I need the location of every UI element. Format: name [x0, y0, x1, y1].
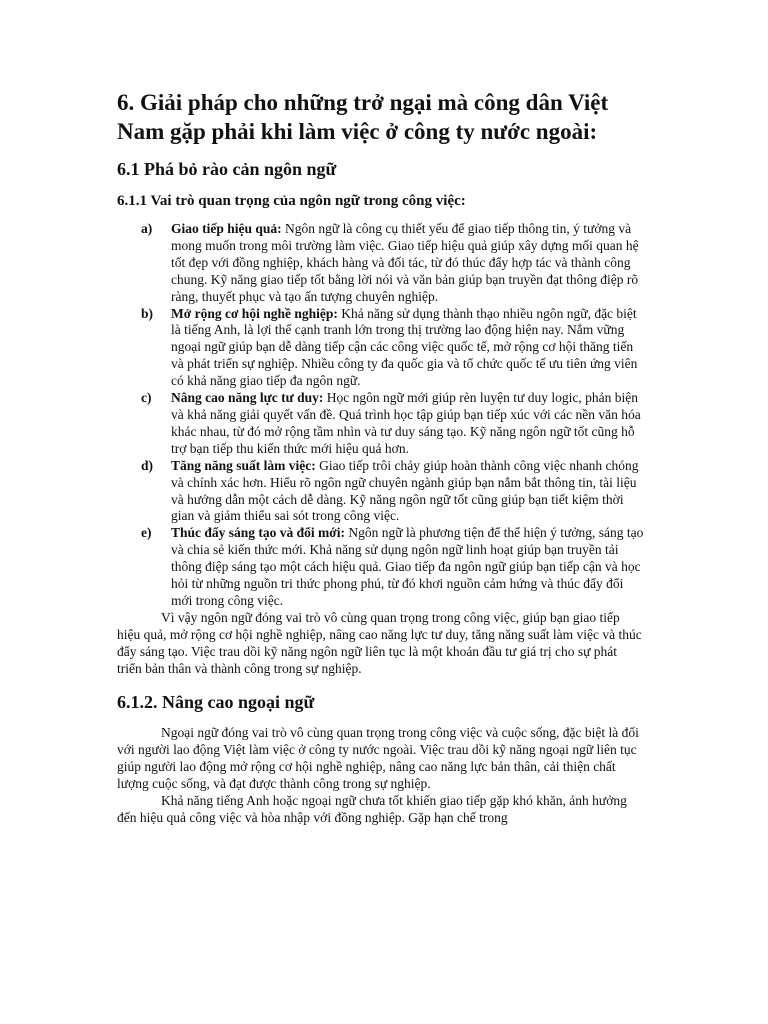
list-item-text: Ngôn ngữ là công cụ thiết yếu để giao tiếp thông tin, ý tưởng và mong muốn trong môi trường làm việc. Giao tiếp hiệu quả giúp xây dựng mối quan hệ tốt đẹp với đồng nghiệp, khách hàng và đối tác, từ đó thúc đẩy hợp tác và thành công chung. Kỹ năng giao tiếp tốt bằng lời nói và văn bản giúp bạn truyền đạt thông điệp rõ ràng, thuyết phục và tạo ấn tượng chuyên nghiệp.	[171, 221, 639, 304]
list-item-text: Học ngôn ngữ mới giúp rèn luyện tư duy logic, phản biện và khả năng giải quyết vấn đề. Quá trình học tập giúp bạn tiếp xúc với các nền văn hóa khác nhau, từ đó mở rộng tầm nhìn và tư duy sáng tạo. Kỹ năng ngôn ngữ tốt cũng hỗ trợ bạn tiếp thu kiến thức mới hiệu quả hơn.	[171, 390, 641, 456]
list-item-term: Nâng cao năng lực tư duy:	[171, 390, 324, 406]
list-item-term: Mở rộng cơ hội nghề nghiệp:	[171, 305, 338, 321]
list-marker: d)	[141, 457, 154, 473]
page-title: 6. Giải pháp cho những trở ngại mà công dân Việt Nam gặp phải khi làm việc ở công ty nước ngoài:	[117, 90, 609, 144]
subsection-heading-6-1-2: 6.1.2. Nâng cao ngoại ngữ	[117, 692, 315, 713]
body-paragraph: Khả năng tiếng Anh hoặc ngoại ngữ chưa tốt khiến giao tiếp gặp khó khăn, ảnh hưởng đến hiệu quả công việc và hòa nhập với đồng nghiệp. Gặp hạn chế trong	[117, 793, 627, 825]
list-item	[117, 221, 645, 306]
body-paragraph: Ngoại ngữ đóng vai trò vô cùng quan trọng trong công việc và cuộc sống, đặc biệt là đối với người lao động Việt làm việc ở công ty nước ngoài. Việc trau dồi kỹ năng ngoại ngữ liên tục giúp người lao động mở rộng cơ hội nghề nghiệp, nâng cao năng lực bản thân, cải thiện chất lượng cuộc sống, và đạt được thành công trong sự nghiệp.	[117, 725, 639, 792]
subsection-heading-6-1-1: 6.1.1 Vai trò quan trọng của ngôn ngữ trong công việc:	[117, 193, 466, 209]
list-item-text: Ngôn ngữ là phương tiện để thể hiện ý tưởng, sáng tạo và chia sẻ kiến thức mới. Khả năng sử dụng ngôn ngữ linh hoạt giúp bạn truyền tải thông điệp sáng tạo một cách hiệu quả. Giao tiếp đa ngôn ngữ giúp bạn tiếp cận và học hỏi từ những nguồn tri thức phong phú, từ đó khơi nguồn cảm hứng và thúc đẩy đổi mới trong công việc.	[171, 525, 644, 608]
list-item	[117, 458, 645, 526]
document-page	[117, 88, 645, 827]
list-item-text: Khả năng sử dụng thành thạo nhiều ngôn ngữ, đặc biệt là tiếng Anh, là lợi thế cạnh tranh lớn trong thị trường lao động hiện nay. Nắm vững ngoại ngữ giúp bạn dễ dàng tiếp cận các công việc quốc tế, mở rộng cơ hội thăng tiến và phát triển sự nghiệp. Nhiều công ty đa quốc gia và tổ chức quốc tế ưu tiên ứng viên có khả năng giao tiếp đa ngôn ngữ.	[171, 305, 638, 389]
list-item-term: Thúc đẩy sáng tạo và đổi mới:	[171, 525, 346, 541]
summary-paragraph: Vì vậy ngôn ngữ đóng vai trò vô cùng quan trọng trong công việc, giúp bạn giao tiếp hiệu quả, mở rộng cơ hội nghề nghiệp, nâng cao năng lực tư duy, tăng năng suất làm việc và thúc đẩy sáng tạo. Việc trau dồi kỹ năng ngôn ngữ liên tục là một khoản đầu tư giá trị cho sự phát triển bản thân và thành công trong sự nghiệp.	[117, 609, 642, 676]
list-marker: a)	[141, 221, 153, 236]
list-marker: b)	[141, 305, 154, 321]
list-item	[117, 390, 645, 458]
list-item	[117, 306, 645, 391]
list-item-text: Giao tiếp trôi chảy giúp hoàn thành công việc nhanh chóng và chính xác hơn. Hiểu rõ ngôn ngữ chuyên ngành giúp bạn nắm bắt thông tin, tài liệu và hướng dẫn một cách dễ dàng. Kỹ năng ngôn ngữ tốt cũng giúp bạn tiết kiệm thời gian và giảm thiểu sai sót trong công việc.	[171, 457, 639, 524]
section-heading-6-1: 6.1 Phá bỏ rào cản ngôn ngữ	[117, 159, 337, 179]
list-item-term: Tăng năng suất làm việc:	[171, 457, 316, 473]
list-marker: e)	[141, 525, 152, 541]
list-item	[117, 525, 645, 610]
list-marker: c)	[141, 390, 152, 406]
list-item-term: Giao tiếp hiệu quả:	[171, 221, 282, 236]
role-list	[117, 221, 645, 610]
